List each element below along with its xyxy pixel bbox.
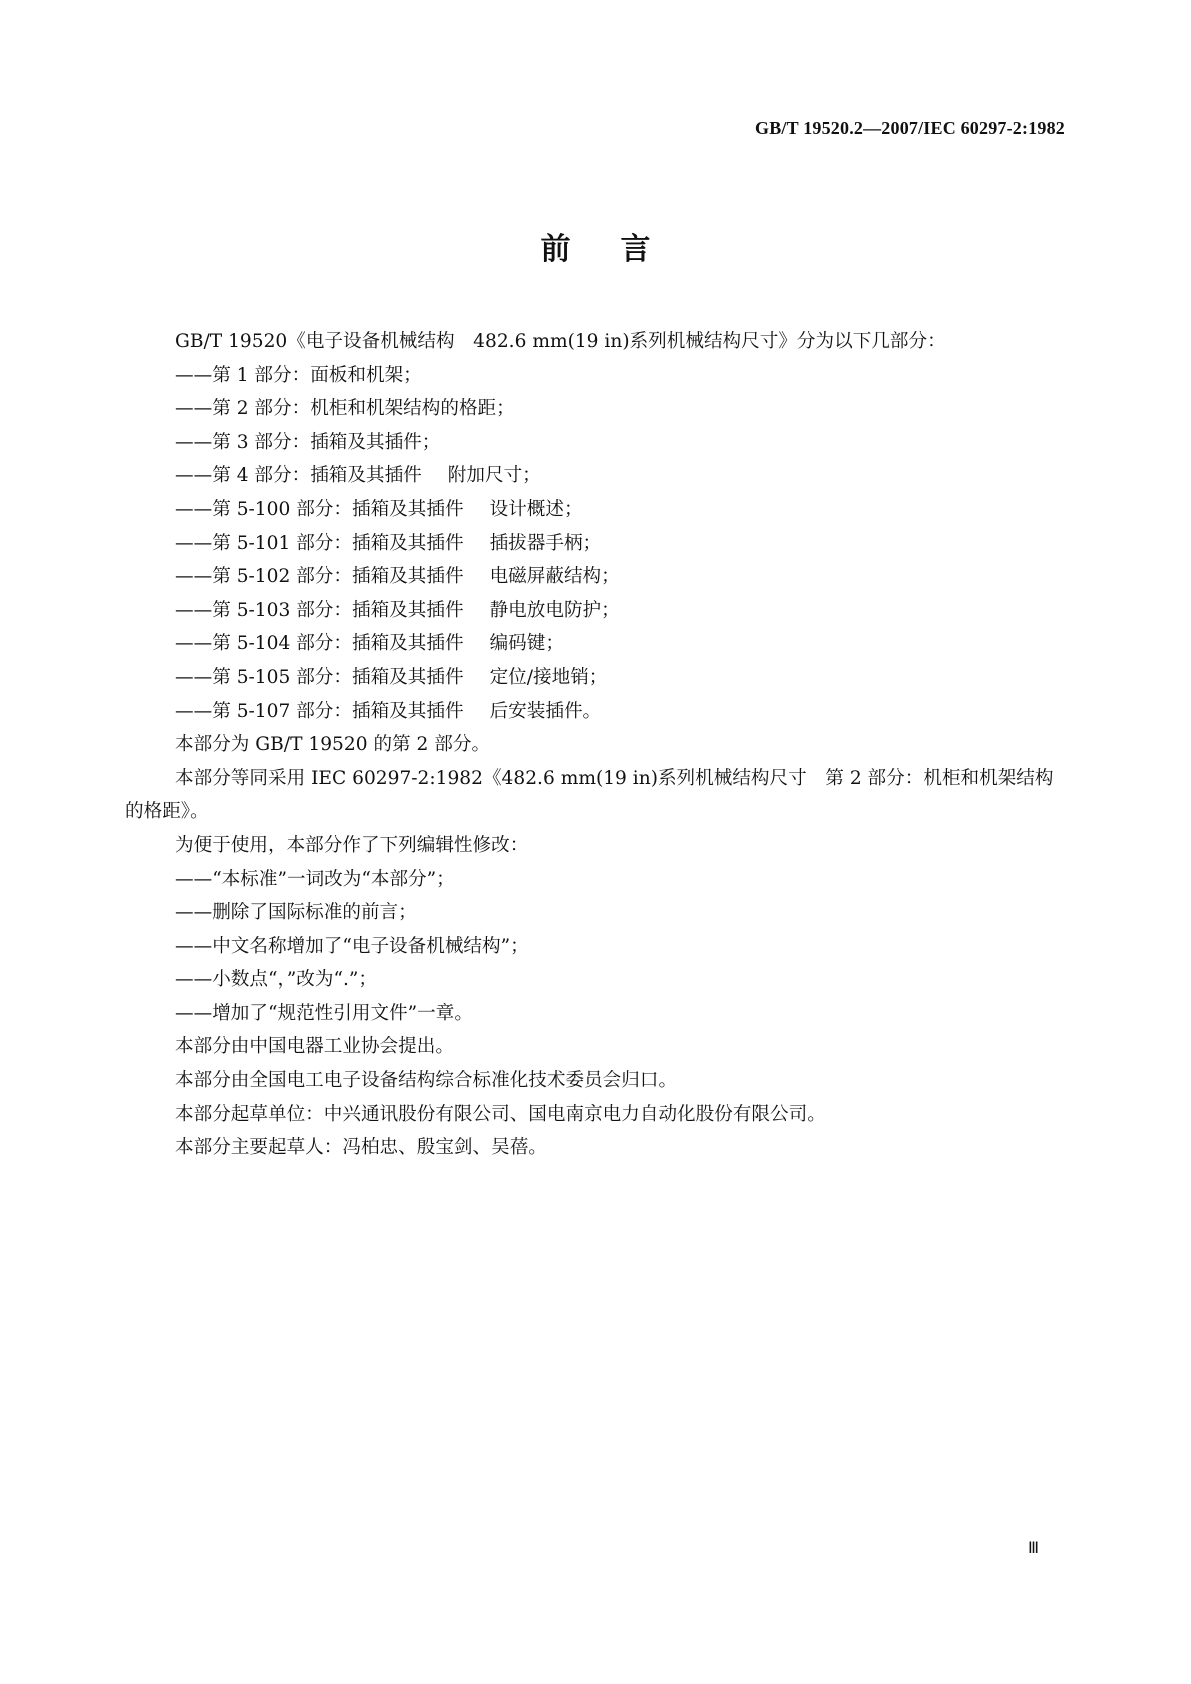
edits-list — [125, 863, 1065, 1031]
drafters-paragraph: 本部分主要起草人：冯柏忠、殷宝剑、吴蓓。 — [175, 1137, 547, 1159]
list-item: ——删除了国际标准的前言； — [175, 902, 417, 924]
list-item: ——第 2 部分：机柜和机架结构的格距； — [175, 398, 515, 420]
list-item: ——第 5-101 部分：插箱及其插件 插拔器手柄； — [175, 532, 602, 554]
standard-number-header: GB/T 19520.2—2007/IEC 60297-2:1982 — [755, 118, 1065, 138]
list-item: ——第 1 部分：面板和机架； — [175, 364, 422, 386]
list-item: ——第 5-102 部分：插箱及其插件 电磁屏蔽结构； — [175, 566, 620, 588]
edits-intro-paragraph: 为便于使用，本部分作了下列编辑性修改： — [175, 834, 529, 856]
list-item: ——中文名称增加了“电子设备机械结构”； — [175, 935, 529, 957]
proposed-by-paragraph: 本部分由中国电器工业协会提出。 — [175, 1036, 454, 1058]
parts-list — [125, 359, 1065, 729]
adoption-paragraph: 本部分等同采用 IEC 60297-2:1982《482.6 mm(19 in)系列机械结构尺寸 第 2 部分：机柜和机架结构的格距》。 — [125, 767, 1054, 823]
page-number: Ⅲ — [1028, 1540, 1039, 1557]
list-item: ——“本标准”一词改为“本部分”； — [175, 868, 455, 890]
list-item: ——第 3 部分：插箱及其插件； — [175, 431, 441, 453]
this-part-paragraph: 本部分为 GB/T 19520 的第 2 部分。 — [175, 734, 491, 756]
list-item: ——第 5-103 部分：插箱及其插件 静电放电防护； — [175, 599, 620, 621]
list-item: ——第 5-105 部分：插箱及其插件 定位/接地销； — [175, 666, 608, 688]
list-item: ——小数点“，”改为“.”； — [175, 969, 377, 991]
list-item: ——第 5-100 部分：插箱及其插件 设计概述； — [175, 498, 583, 520]
list-item: ——第 5-104 部分：插箱及其插件 编码键； — [175, 633, 564, 655]
page-title: 前言 — [540, 232, 701, 267]
drafting-units-paragraph: 本部分起草单位：中兴通讯股份有限公司、国电南京电力自动化股份有限公司。 — [175, 1103, 826, 1125]
intro-paragraph: GB/T 19520《电子设备机械结构 482.6 mm(19 in)系列机械结构尺寸》分为以下几部分： — [175, 331, 946, 352]
list-item: ——第 5-107 部分：插箱及其插件 后安装插件。 — [175, 700, 602, 722]
foreword-body — [125, 325, 1065, 1165]
jurisdiction-paragraph: 本部分由全国电工电子设备结构综合标准化技术委员会归口。 — [175, 1070, 678, 1092]
list-item: ——增加了“规范性引用文件”一章。 — [175, 1002, 473, 1024]
list-item: ——第 4 部分：插箱及其插件 附加尺寸； — [175, 465, 541, 487]
